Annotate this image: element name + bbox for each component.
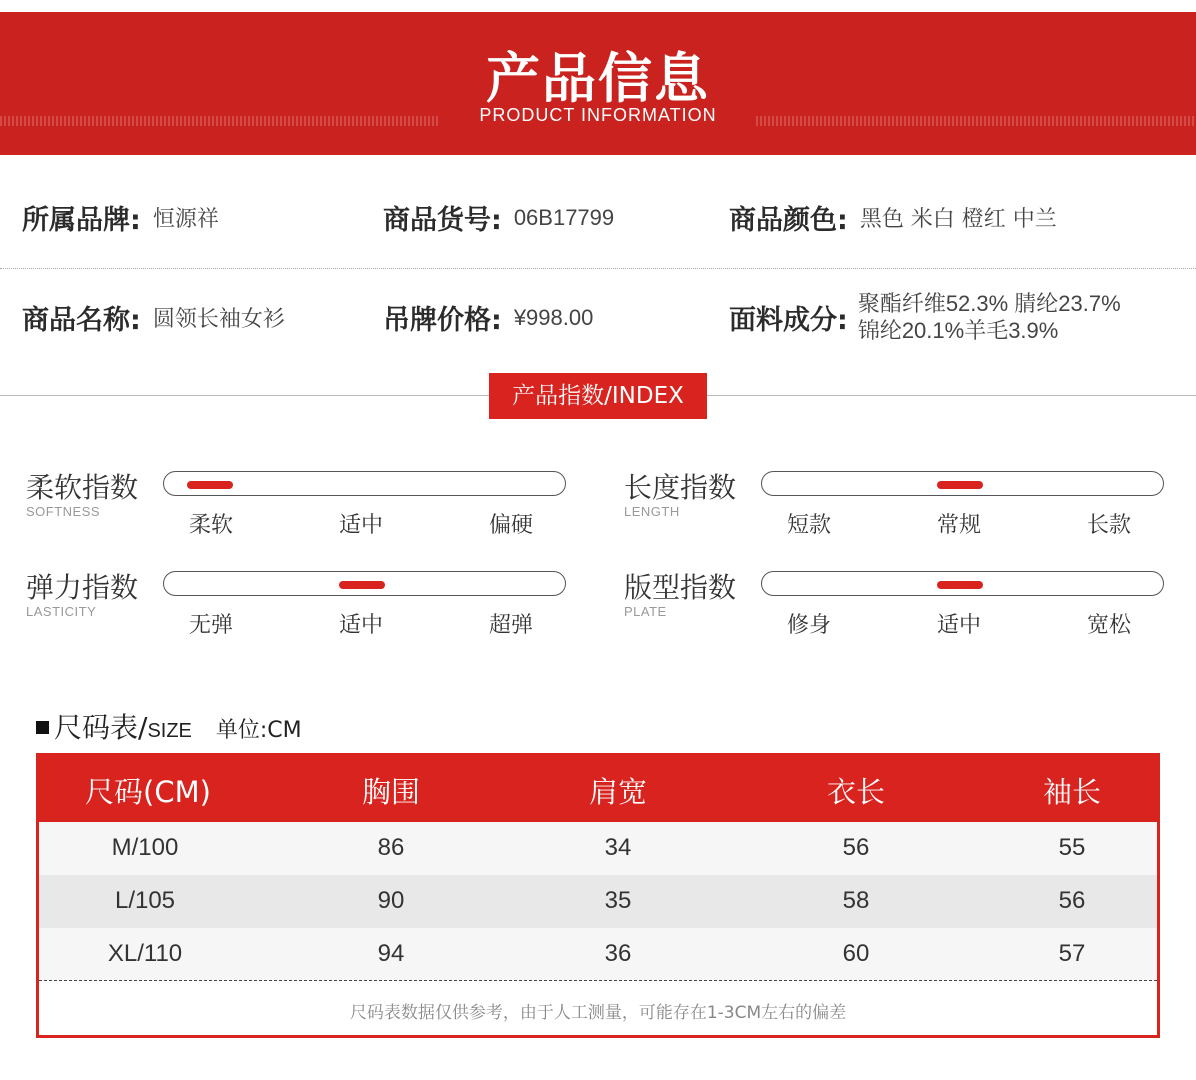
brand-value: 恒源祥 <box>152 207 219 232</box>
product-info-header <box>0 12 1196 155</box>
table-cell: 86 <box>377 834 405 861</box>
table-cell: 57 <box>1058 940 1086 967</box>
table-cell: 34 <box>604 834 632 861</box>
table-cell: 56 <box>842 834 870 861</box>
softness-option-1: 柔软 <box>188 513 233 538</box>
elasticity-track <box>163 571 566 596</box>
fit-index <box>624 566 1164 646</box>
header-title: 产品信息 <box>486 47 710 110</box>
softness-index <box>26 466 566 546</box>
elasticity-title: 弹力指数 <box>26 571 139 604</box>
table-cell: 94 <box>377 940 405 967</box>
length-option-1: 短款 <box>786 513 831 538</box>
fit-option-2: 适中 <box>936 613 981 638</box>
table-cell: M/100 <box>111 834 179 861</box>
square-bullet-icon <box>36 721 49 734</box>
size-title-en: SIZE <box>147 720 192 742</box>
length-option-3: 长款 <box>1086 513 1131 538</box>
table-cell: 90 <box>377 887 405 914</box>
fit-title: 版型指数 <box>624 571 737 604</box>
fit-option-3: 宽松 <box>1086 613 1131 638</box>
info-color <box>729 198 1057 237</box>
table-cell: 36 <box>604 940 632 967</box>
fabric-label: 面料成分: <box>729 304 848 336</box>
length-index <box>624 466 1164 546</box>
elasticity-option-1: 无弹 <box>188 613 233 638</box>
size-unit: 单位:CM <box>215 718 302 743</box>
length-title: 长度指数 <box>624 471 737 504</box>
table-cell: L/105 <box>114 887 176 914</box>
color-label: 商品颜色: <box>729 205 848 236</box>
table-dashed-divider <box>39 980 1157 981</box>
name-label: 商品名称: <box>22 305 141 336</box>
table-cell: XL/110 <box>107 940 183 967</box>
info-brand <box>22 198 219 237</box>
fit-marker <box>937 581 983 589</box>
table-row <box>39 875 1157 928</box>
table-cell: 55 <box>1058 834 1086 861</box>
length-sub: LENGTH <box>624 504 680 519</box>
info-price <box>383 298 593 337</box>
fit-sub: PLATE <box>624 604 667 619</box>
table-row <box>39 822 1157 875</box>
size-table-header <box>39 756 1157 822</box>
length-marker <box>937 481 983 489</box>
name-value: 圆领长袖女衫 <box>152 307 285 332</box>
table-cell: 58 <box>842 887 870 914</box>
sku-label: 商品货号: <box>383 205 502 236</box>
info-fabric <box>729 290 1121 344</box>
softness-sub: SOFTNESS <box>26 504 101 519</box>
length-track <box>761 471 1164 496</box>
info-name <box>22 298 285 337</box>
softness-marker <box>187 481 233 489</box>
fabric-line-1: 聚酯纤维52.3% 腈纶23.7% <box>857 291 1121 316</box>
softness-title: 柔软指数 <box>26 471 139 504</box>
table-row <box>39 928 1157 981</box>
fit-option-1: 修身 <box>786 613 831 638</box>
header-size: 尺码(CM) <box>85 775 211 809</box>
length-option-2: 常规 <box>936 513 981 538</box>
elasticity-option-3: 超弹 <box>488 613 533 638</box>
softness-option-3: 偏硬 <box>488 513 533 538</box>
elasticity-marker <box>339 581 385 589</box>
price-value: ¥998.00 <box>513 304 594 330</box>
index-tag: 产品指数/INDEX <box>489 373 707 419</box>
softness-option-2: 适中 <box>338 513 383 538</box>
price-label: 吊牌价格: <box>383 305 502 336</box>
color-value: 黑色 米白 橙红 中兰 <box>859 207 1057 232</box>
size-note: 尺码表数据仅供参考，由于人工测量，可能存在1-3CM左右的偏差 <box>349 1003 847 1023</box>
elasticity-sub: LASTICITY <box>26 604 97 619</box>
sku-value: 06B17799 <box>513 204 615 230</box>
brand-label: 所属品牌: <box>22 205 141 236</box>
table-cell: 35 <box>604 887 632 914</box>
header-chest: 胸围 <box>361 775 421 809</box>
size-title: 尺码表/ <box>54 711 148 744</box>
size-table <box>36 753 1160 1038</box>
softness-track <box>163 471 566 496</box>
header-subtitle: PRODUCT INFORMATION <box>479 105 717 125</box>
header-sleeve: 袖长 <box>1042 775 1102 809</box>
elasticity-index <box>26 566 566 646</box>
table-cell: 60 <box>842 940 870 967</box>
info-sku <box>383 198 614 237</box>
elasticity-option-2: 适中 <box>338 613 383 638</box>
fit-track <box>761 571 1164 596</box>
fabric-value <box>858 290 1121 344</box>
table-cell: 56 <box>1058 887 1086 914</box>
header-shoulder: 肩宽 <box>588 775 648 809</box>
info-divider <box>0 268 1196 269</box>
size-heading <box>36 706 302 746</box>
header-length: 衣长 <box>826 775 886 809</box>
fabric-line-2: 锦纶20.1%羊毛3.9% <box>857 318 1059 343</box>
